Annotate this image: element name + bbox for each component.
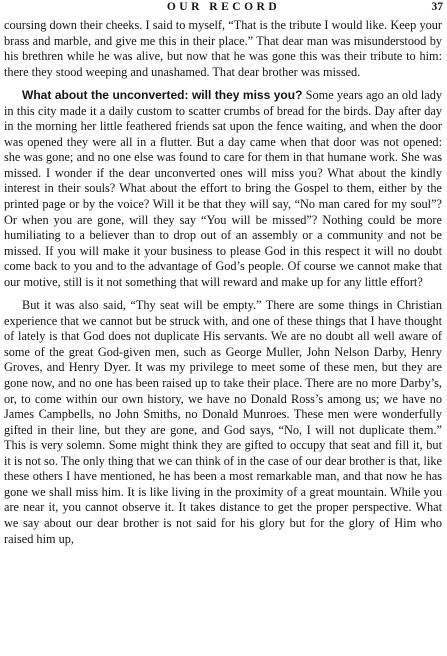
paragraph-empty-seat <box>4 298 442 547</box>
paragraph-text: But it was also said, “Thy seat will be empty.” There are some things in Christian experience that we cannot but be struck with, and one of these things that I have thought of lately is that God does not duplicate His servants. We are no doubt all well aware of some of the great God-given men, such as George Muller, John Nelson Darby, Henry Groves, and Henry Dyer. It was my privilege to meet some of these men, but they are gone now, and no one has been raised up to take their place. There are no more Darby’s, or, to come within our own history, we have no Donald Ross’s among us; we have no James Campbells, no John Smiths, no Donald Munroes. These men were wonderfully gifted in their line, but they are gone, and God says, “No, I will not duplicate them.” This is very solemn. Some might think they are gifted to occupy that seat and fill it, but it is not so. The only thing that we can think of in the case of our dear brother is that, like these others I have mentioned, he has been a most remarkable man, and that now he has gone we shall miss him. It is like living in the proximity of a great mountain. While you are near it, you cannot observe it. It takes distance to get the proper perspective. What we say about our dear brother is not said for his glory but for the glory of Him who raised him up, <box>4 298 442 546</box>
paragraph-continuation <box>4 18 442 80</box>
paragraph-unconverted <box>4 88 442 290</box>
running-title: OUR RECORD <box>166 1 281 13</box>
page-number: 37 <box>431 1 443 13</box>
body-text <box>4 18 442 547</box>
paragraph-text: Some years ago an old lady in this city made it a daily custom to scatter crumbs of bread for the birds. Day after day in the morning her little feathered friends sat upon the fence waiting, and when the door was opened they were all in a flutter. But a day came when that door was not opened: she was gone; and no one else was found to care for them in that humane work. She was missed. I wonder if the dear unconverted ones will miss you? What about the kindly interest in their souls? What about the effort to bring the Gospel to them, either by the printed page or by the voice? Will it be that they will say, “No man cared for my soul”? Or when you are gone, will they say “You will be missed”? Nothing could be more humiliating to a believer than to drop out of an assembly or a community and not be missed. If you will make it your business to please God in this respect it will no doubt come back to you and to the advantage of God’s people. Of course we cannot make that our motive, still is it not something that will reward and make up for any little effort? <box>4 88 442 289</box>
running-header <box>0 1 447 17</box>
paragraph-text: coursing down their cheeks. I said to myself, “That is the tribute I would like. Keep your brass and marble, and give me this in their place.” That dear man was misunderstood by his brethren while he was alive, but now that he was gone this was their tribute to him: there they stood weeping and unashamed. That dear brother was missed. <box>4 18 442 79</box>
run-in-heading: What about the unconverted: will they miss you? <box>22 88 303 103</box>
